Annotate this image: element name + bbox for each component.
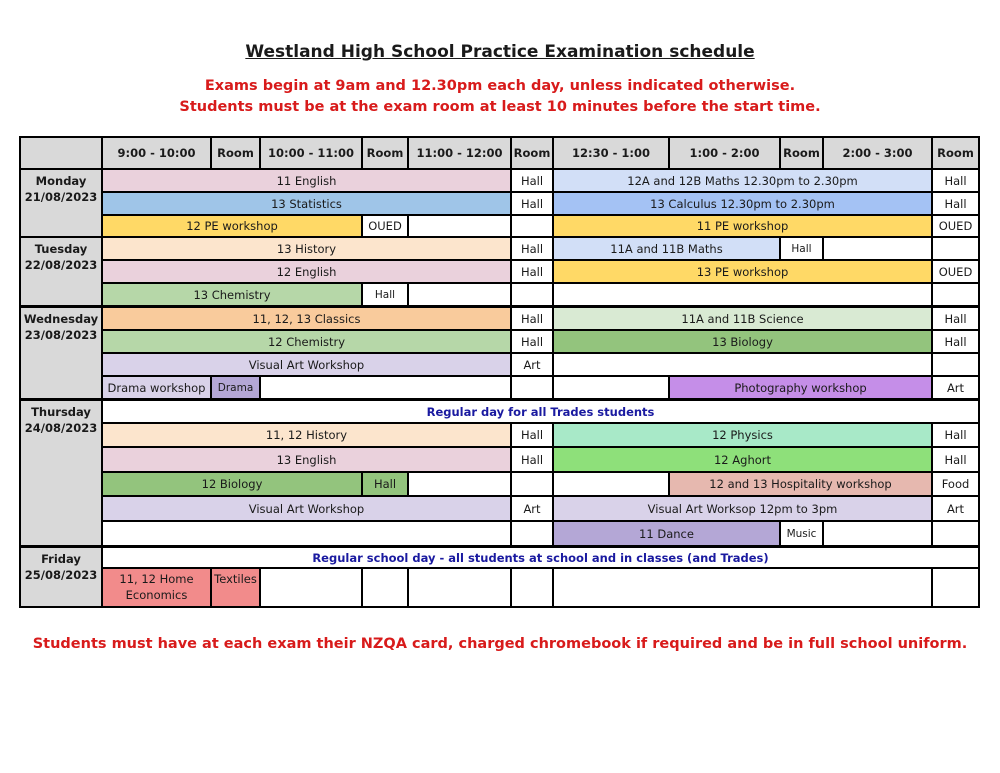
exam-cell: 12 Chemistry — [103, 331, 510, 352]
schedule-table — [19, 136, 980, 608]
empty-cell — [554, 569, 931, 606]
header-col: Room — [512, 138, 552, 168]
empty-cell — [103, 522, 510, 545]
room-cell: Hall — [512, 448, 552, 471]
header-col: 1:00 - 2:00 — [670, 138, 779, 168]
day-friday — [21, 548, 101, 606]
header-col: 2:00 - 3:00 — [824, 138, 931, 168]
exam-cell: 13 Statistics — [103, 193, 510, 214]
exam-cell: 13 English — [103, 448, 510, 471]
exam-cell: 13 PE workshop — [554, 261, 931, 282]
exam-cell: 11 Dance — [554, 522, 779, 545]
empty-cell — [933, 238, 978, 259]
exam-cell: 12 Aghort — [554, 448, 931, 471]
exam-cell: 12 and 13 Hospitality workshop — [670, 473, 931, 495]
header-col: Room — [933, 138, 978, 168]
thursday-banner: Regular day for all Trades students — [103, 401, 978, 422]
room-cell: Hall — [512, 424, 552, 446]
day-date: 24/08/2023 — [24, 421, 98, 435]
exam-cell: 13 Chemistry — [103, 284, 361, 305]
empty-cell — [261, 377, 510, 398]
empty-cell — [554, 473, 668, 495]
empty-cell — [409, 569, 510, 606]
day-date: 21/08/2023 — [24, 190, 98, 204]
exam-cell: 13 Calculus 12.30pm to 2.30pm — [554, 193, 931, 214]
room-cell: Hall — [933, 193, 978, 214]
empty-cell — [512, 569, 552, 606]
room-cell: OUED — [933, 261, 978, 282]
exam-cell: 11A and 11B Science — [554, 308, 931, 329]
friday-banner: Regular school day - all students at school and in classes (and Trades) — [103, 548, 978, 567]
room-cell: Hall — [512, 238, 552, 259]
room-cell: Hall — [363, 284, 407, 305]
exam-cell: 13 Biology — [554, 331, 931, 352]
empty-cell — [512, 522, 552, 545]
room-cell: Hall — [933, 448, 978, 471]
empty-cell — [933, 569, 978, 606]
empty-cell — [409, 473, 510, 495]
empty-cell — [409, 216, 510, 236]
room-cell: Hall — [933, 424, 978, 446]
room-cell: Hall — [781, 238, 822, 259]
day-wednesday — [21, 308, 101, 398]
arrival-note: Students must be at the exam room at least 10 minutes before the start time. — [179, 99, 821, 115]
exam-cell: 13 History — [103, 238, 510, 259]
empty-cell — [261, 569, 361, 606]
empty-cell — [933, 284, 978, 305]
header-corner — [21, 138, 101, 168]
exam-cell: 11, 12 Home Economics — [103, 569, 210, 606]
requirements-note: Students must have at each exam their NZQA card, charged chromebook if required and be in full school uniform. — [32, 636, 968, 652]
exam-cell: 12 Physics — [554, 424, 931, 446]
empty-cell — [824, 238, 931, 259]
room-cell: Hall — [512, 308, 552, 329]
empty-cell — [512, 473, 552, 495]
room-cell: Art — [933, 377, 978, 398]
header-col: 9:00 - 10:00 — [103, 138, 210, 168]
room-cell: Art — [512, 497, 552, 520]
exam-cell: 11 English — [103, 170, 510, 191]
exam-cell: Visual Art Worksop 12pm to 3pm — [554, 497, 931, 520]
exam-cell: 12 PE workshop — [103, 216, 361, 236]
header-col: Room — [363, 138, 407, 168]
empty-cell — [512, 216, 552, 236]
day-date: 25/08/2023 — [24, 568, 98, 582]
empty-cell — [554, 354, 931, 375]
room-cell: Hall — [512, 193, 552, 214]
day-name: Friday — [41, 552, 81, 566]
room-cell: Art — [512, 354, 552, 375]
day-tuesday — [21, 238, 101, 305]
empty-cell — [512, 377, 552, 398]
empty-cell — [409, 284, 510, 305]
room-cell: Hall — [512, 170, 552, 191]
exam-cell: 12A and 12B Maths 12.30pm to 2.30pm — [554, 170, 931, 191]
header-col: 10:00 - 11:00 — [261, 138, 361, 168]
empty-cell — [824, 522, 931, 545]
day-date: 23/08/2023 — [24, 328, 98, 342]
room-cell: Hall — [933, 170, 978, 191]
room-cell: OUED — [363, 216, 407, 236]
exam-start-note: Exams begin at 9am and 12.30pm each day, unless indicated otherwise. — [204, 78, 796, 94]
room-cell: Hall — [363, 473, 407, 495]
exam-cell: 11A and 11B Maths — [554, 238, 779, 259]
empty-cell — [363, 569, 407, 606]
header-col: Room — [212, 138, 259, 168]
exam-cell: 12 English — [103, 261, 510, 282]
exam-cell: Drama workshop — [103, 377, 210, 398]
header-col: 12:30 - 1:00 — [554, 138, 668, 168]
day-name: Wednesday — [23, 312, 99, 326]
day-name: Thursday — [31, 405, 91, 419]
header-col: Room — [781, 138, 822, 168]
exam-cell: 11 PE workshop — [554, 216, 931, 236]
room-cell: Hall — [512, 261, 552, 282]
room-cell: Music — [781, 522, 822, 545]
header-col: 11:00 - 12:00 — [409, 138, 510, 168]
empty-cell — [512, 284, 552, 305]
day-name: Monday — [35, 174, 87, 188]
day-name: Tuesday — [34, 242, 88, 256]
exam-cell: Photography workshop — [670, 377, 931, 398]
exam-cell: 11, 12, 13 Classics — [103, 308, 510, 329]
room-cell: Art — [933, 497, 978, 520]
empty-cell — [554, 284, 931, 305]
exam-cell: Visual Art Workshop — [103, 354, 510, 375]
room-cell: Drama — [212, 377, 259, 398]
day-date: 22/08/2023 — [24, 258, 98, 272]
empty-cell — [933, 354, 978, 375]
day-monday — [21, 170, 101, 236]
room-cell: Food — [933, 473, 978, 495]
room-cell: Hall — [512, 331, 552, 352]
room-cell: Hall — [933, 308, 978, 329]
empty-cell — [554, 377, 668, 398]
room-cell: Textiles — [212, 569, 259, 606]
exam-cell: Visual Art Workshop — [103, 497, 510, 520]
room-cell: OUED — [933, 216, 978, 236]
exam-cell: 11, 12 History — [103, 424, 510, 446]
empty-cell — [933, 522, 978, 545]
page-title: Westland High School Practice Examination schedule — [245, 42, 755, 62]
room-cell: Hall — [933, 331, 978, 352]
exam-cell: 12 Biology — [103, 473, 361, 495]
day-thursday — [21, 401, 101, 545]
